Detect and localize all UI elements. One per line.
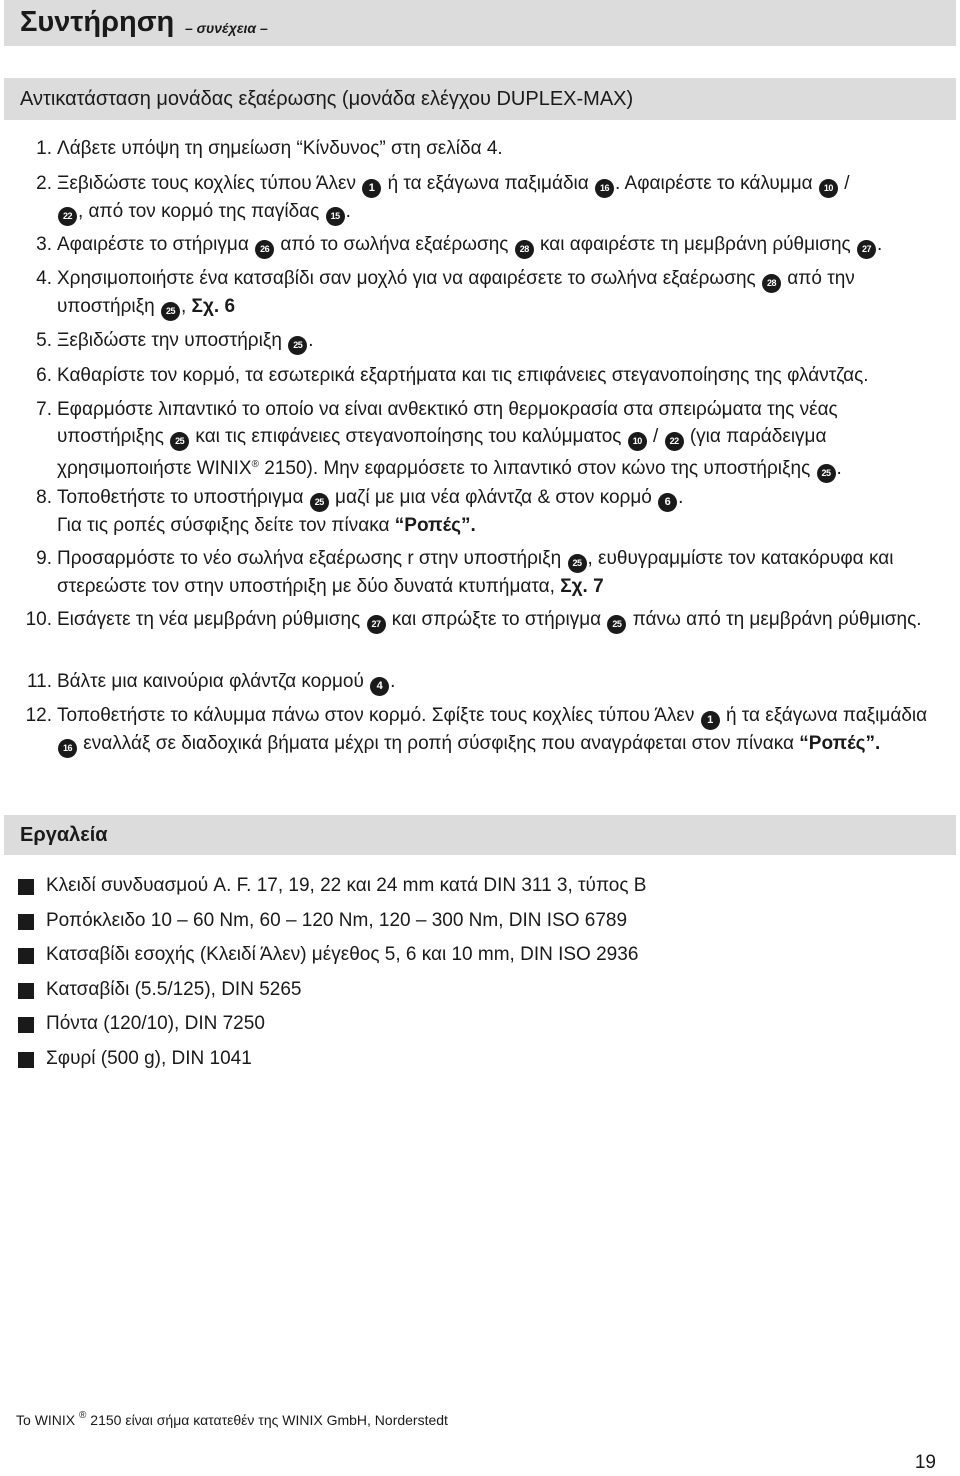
step-text [57, 668, 947, 696]
ref-badge: 25 [568, 554, 587, 573]
step-text-part: . [877, 234, 883, 255]
ref-badge: 28 [762, 274, 781, 293]
step-text-part: . [836, 458, 842, 479]
step-text-part: και τις επιφάνειες στεγανοποίησης του καλύμματος [195, 426, 622, 447]
step-text [57, 606, 947, 634]
step-text [57, 702, 947, 758]
step-text-part: από το σωλήνα εξαέρωσης [280, 234, 509, 255]
step-text-part: Ξεβιδώστε τους κοχλίες τύπου Άλεν [57, 173, 356, 194]
registered-mark: ® [251, 459, 259, 470]
step-text-part: πάνω από τη μεμβράνη ρύθμισης. [632, 609, 922, 630]
step-number: 4. [36, 268, 52, 289]
tools-header [4, 815, 956, 855]
step-number: 8. [36, 487, 52, 508]
figure-ref: Σχ. 7 [560, 576, 604, 597]
step-text-part: ή τα εξάγωνα παξιμάδια [725, 705, 928, 726]
step-number: 9. [36, 548, 52, 569]
ref-badge: 27 [367, 615, 386, 634]
tool-item-label: Σφυρί (500 g), DIN 1041 [46, 1048, 252, 1069]
step-text-part: / [844, 173, 850, 194]
table-ref: “Ροπές”. [394, 515, 476, 536]
ref-badge: 28 [515, 240, 534, 259]
step-text [57, 265, 947, 321]
tool-item-label: Πόντα (120/10), DIN 7250 [46, 1013, 265, 1034]
step-text [57, 231, 947, 259]
step-text-part: Για τις ροπές σύσφιξης δείτε τον πίνακα [57, 515, 390, 536]
step-number: 5. [36, 330, 52, 351]
step-text [57, 135, 947, 162]
step-text [57, 362, 947, 389]
step-text-part: από την υποστήριξη [57, 268, 855, 317]
ref-badge: 15 [326, 207, 345, 226]
table-ref: “Ροπές”. [799, 733, 881, 754]
ref-badge: 22 [58, 207, 77, 226]
ref-badge: 4 [370, 677, 389, 696]
step-text-part: / [653, 426, 659, 447]
page-header [4, 0, 956, 46]
step-text-part: Εισάγετε τη νέα μεμβράνη ρύθμισης [57, 609, 361, 630]
page-subtitle: – συνέχεια – [185, 20, 268, 36]
step-text [57, 170, 947, 226]
bullet-square-icon [18, 879, 34, 895]
figure-ref: Σχ. 6 [191, 296, 236, 317]
footnote-text: 2150 είναι σήμα κατατεθέν της WINIX GmbH, Norderstedt [90, 1412, 448, 1428]
bullet-square-icon [18, 1052, 34, 1068]
ref-badge: 6 [658, 493, 677, 512]
step-text [57, 545, 947, 600]
step-text-part: Βάλτε μια καινούρια φλάντζα κορμού [57, 671, 364, 692]
step-number: 2. [36, 173, 52, 194]
step-text-part: , [180, 296, 187, 317]
footnote [16, 1410, 448, 1428]
step-text-part: Λάβετε υπόψη τη σημείωση “Κίνδυνος” στη σελίδα 4. [57, 138, 503, 159]
ref-badge: 22 [665, 432, 684, 451]
tool-item-label: Κλειδί συνδυασμού A. F. 17, 19, 22 και 24 mm κατά DIN 311 3, τύπος B [46, 875, 647, 896]
page-title: Συντήρηση [20, 6, 175, 38]
ref-badge: 10 [819, 179, 838, 198]
ref-badge: 1 [701, 711, 720, 730]
ref-badge: 25 [288, 336, 307, 355]
step-text-part: Ξεβιδώστε την υποστήριξη [57, 330, 282, 351]
section-header [4, 78, 956, 120]
tool-item-label: Ροπόκλειδο 10 – 60 Nm, 60 – 120 Nm, 120 – 300 Nm, DIN ISO 6789 [46, 910, 628, 931]
footnote-text: Το WINIX [16, 1412, 76, 1428]
step-number: 11. [26, 671, 52, 692]
ref-badge: 25 [161, 302, 180, 321]
step-text-part: Προσαρμόστε το νέο σωλήνα εξαέρωσης r στην υποστήριξη [57, 548, 562, 569]
step-number: 7. [36, 399, 52, 420]
ref-badge: 25 [607, 615, 626, 634]
step-text-part: . [678, 487, 684, 508]
bullet-square-icon [18, 983, 34, 999]
ref-badge: 1 [362, 179, 381, 198]
step-text-part: Εφαρμόστε λιπαντικό το οποίο να είναι ανθεκτικό στη θερμοκρασία στα σπειρώματα της νέας υποστήριξης [57, 399, 838, 447]
bullet-square-icon [18, 948, 34, 964]
step-text-part: μαζί με μια νέα φλάντζα & στον κορμό [335, 487, 652, 508]
step-text-part: Αφαιρέστε το στήριγμα [57, 234, 249, 255]
step-text [57, 484, 947, 539]
step-text-part: και σπρώξτε το στήριγμα [391, 609, 602, 630]
step-text [57, 327, 947, 355]
ref-badge: 25 [170, 432, 189, 451]
bullet-square-icon [18, 914, 34, 930]
ref-badge: 26 [255, 240, 274, 259]
ref-badge: 16 [595, 179, 614, 198]
ref-badge: 25 [817, 464, 836, 483]
bullet-square-icon [18, 1017, 34, 1033]
step-text-part: . [345, 201, 351, 222]
section-title: Αντικατάσταση μονάδας εξαέρωσης (μονάδα ελέγχου DUPLEX-MAX) [20, 88, 634, 110]
step-number: 1. [36, 138, 52, 159]
ref-badge: 16 [58, 739, 77, 758]
ref-badge: 25 [310, 493, 329, 512]
step-number: 6. [36, 365, 52, 386]
step-number: 3. [36, 234, 52, 255]
step-number: 10. [25, 609, 52, 630]
step-text-part: Τοποθετήστε το κάλυμμα πάνω στον κορμό. Σφίξτε τους κοχλίες τύπου Άλεν [57, 705, 695, 726]
step-text-part: , από τον κορμό της παγίδας [78, 201, 320, 222]
tools-title: Εργαλεία [20, 824, 108, 846]
tool-item-label: Κατσαβίδι εσοχής (Κλειδί Άλεν) μέγεθος 5, 6 και 10 mm, DIN ISO 2936 [46, 944, 639, 965]
registered-mark: ® [79, 1410, 87, 1421]
step-text-part: (για παράδειγμα χρησιμοποιήστε WINIX [57, 426, 827, 479]
step-text [57, 396, 947, 483]
ref-badge: 10 [628, 432, 647, 451]
page-number: 19 [914, 1452, 936, 1473]
step-text-part: Καθαρίστε τον κορμό, τα εσωτερικά εξαρτήματα και τις επιφάνειες στεγανοποίησης της φλάντζας. [57, 365, 869, 386]
step-text-part: ή τα εξάγωνα παξιμάδια [387, 173, 589, 194]
step-text-part: , ευθυγραμμίστε τον κατακόρυφα και στερεώστε τον στην υποστήριξη με δύο δυνατά κτυπήματα, [57, 548, 894, 597]
step-text-part: Τοποθετήστε το υποστήριγμα [57, 487, 304, 508]
step-text-part: . [308, 330, 314, 351]
step-text-part: και αφαιρέστε τη μεμβράνη ρύθμισης [540, 234, 851, 255]
step-text-part: . [390, 671, 396, 692]
step-text-part: . Αφαιρέστε το κάλυμμα [615, 173, 813, 194]
tool-item-label: Κατσαβίδι (5.5/125), DIN 5265 [46, 979, 302, 1000]
ref-badge: 27 [857, 240, 876, 259]
step-number: 12. [25, 705, 52, 726]
step-text-part: 2150). Μην εφαρμόσετε το λιπαντικό στον κώνο της υποστήριξης [264, 458, 811, 479]
step-text-part: εναλλάξ σε διαδοχικά βήματα μέχρι τη ροπή σύσφιξης που αναγράφεται στον πίνακα [83, 733, 794, 754]
step-text-part: Χρησιμοποιήστε ένα κατσαβίδι σαν μοχλό για να αφαιρέσετε το σωλήνα εξαέρωσης [57, 268, 756, 289]
